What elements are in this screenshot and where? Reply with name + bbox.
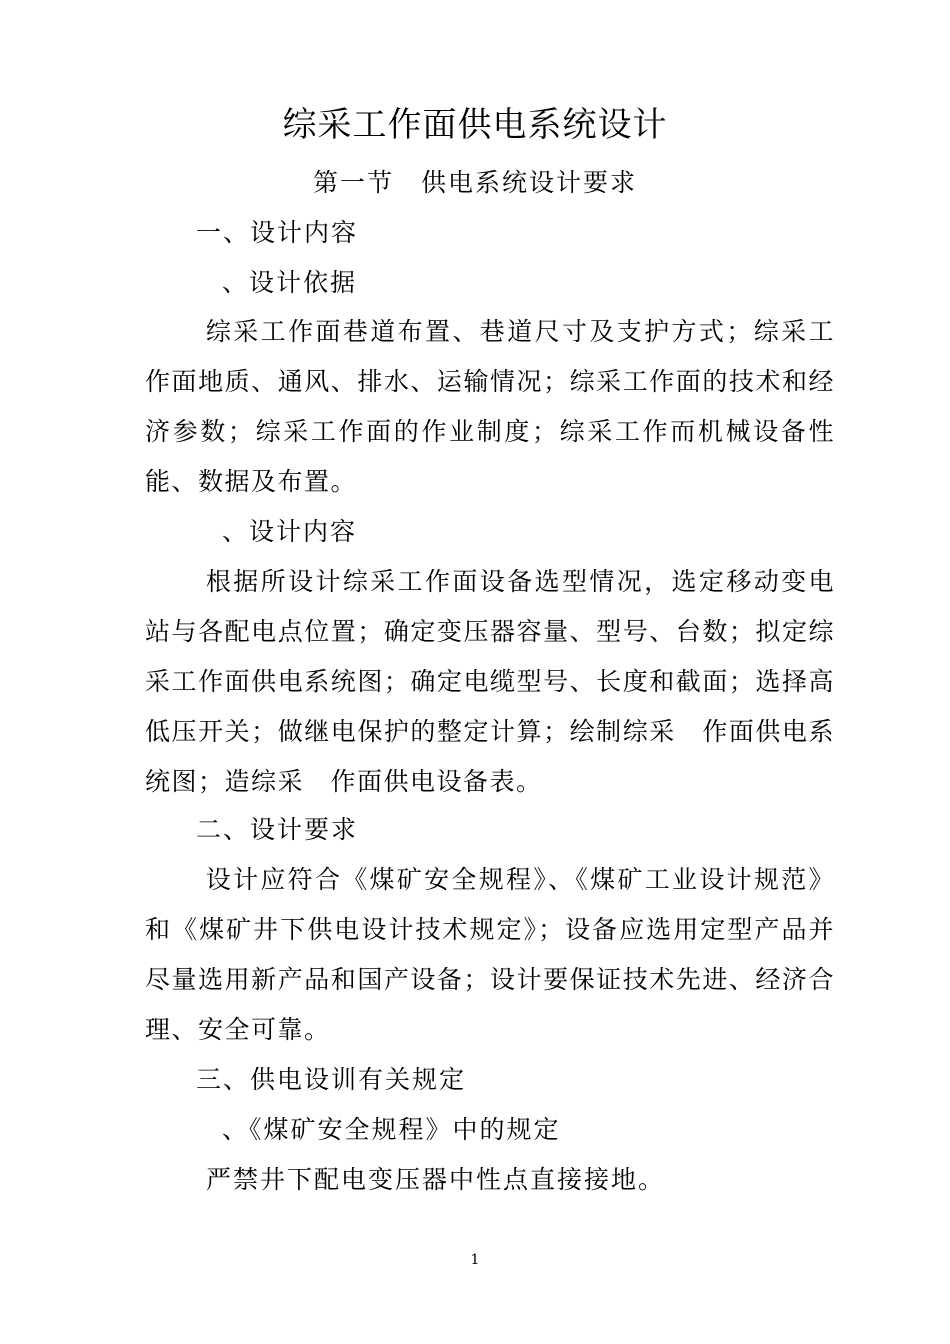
paragraph-design-requirements: [145, 855, 835, 1055]
paragraph-design-content-text: 根据所设计综采工作面设备选型情况，选定移动变电站与各配电点位置；确定变压器容量、型号、台数；拟定综采工作面供电系统图；确定电缆型号、长度和截面；选择高低压开关；做继电保护的整定计算；绘制综采 作面供电系统图；造综采 作面供电设备表。: [145, 567, 835, 796]
document-title: 综采工作面供电系统设计: [282, 105, 668, 145]
paragraph-design-basis-text: 综采工作面巷道布置、巷道尺寸及支护方式；综采工作面地质、通风、排水、运输情况；综采工作面的技术和经济参数；综采工作面的作业制度；综采工作而机械设备性能、数据及布置。: [145, 317, 835, 496]
page-number: 1: [470, 1252, 480, 1268]
paragraph-design-basis: [145, 307, 835, 507]
paragraph-design-content: [145, 557, 835, 807]
heading-supply-regulations: 三、供电设训有关规定: [196, 1065, 467, 1094]
subheading-safety-rules: 、《煤矿安全规程》中的规定: [222, 1115, 561, 1144]
heading-design-requirements: 二、设计要求: [196, 815, 359, 844]
subheading-design-content: 、设计内容: [222, 517, 358, 546]
subheading-design-basis: 、设计依据: [222, 268, 358, 297]
heading-design-content: 一、设计内容: [196, 218, 359, 247]
paragraph-design-requirements-text: 设计应符合《煤矿安全规程》、《煤矿工业设计规范》和《煤矿井下供电设计技术规定》；设备应选用定型产品并尽量选用新产品和国产设备；设计要保证技术先进、经济合理、安全可靠。: [145, 865, 835, 1044]
paragraph-safety-rule: 严禁井下配电变压器中性点直接接地。: [206, 1165, 666, 1194]
section-heading: 第一节 供电系统设计要求: [312, 168, 637, 197]
